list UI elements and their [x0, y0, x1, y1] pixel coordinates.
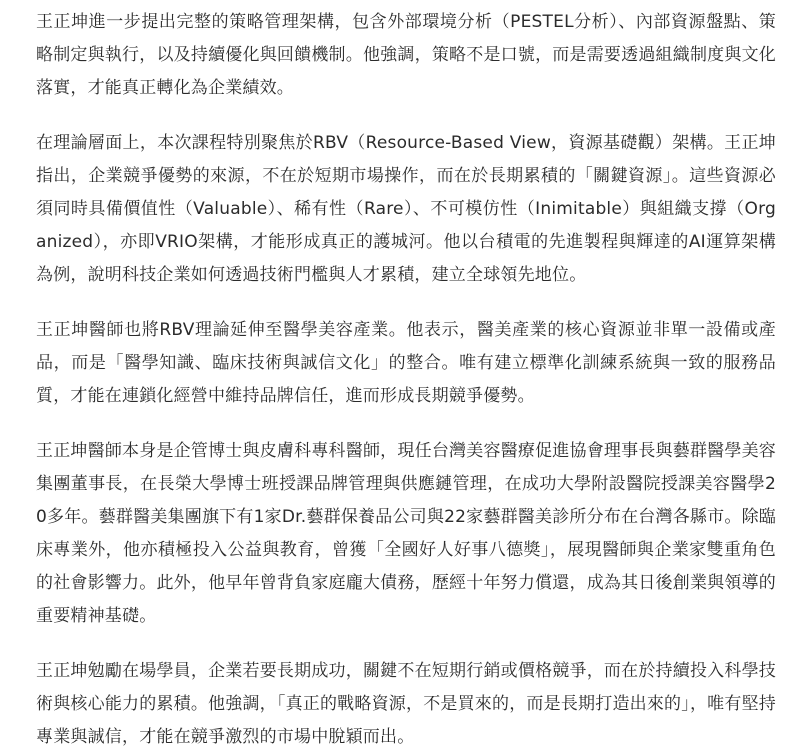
paragraph-medical-aesthetics: 王正坤醫師也將RBV理論延伸至醫學美容產業。他表示，醫美產業的核心資源並非單一設備或產品，而是「醫學知識、臨床技術與誠信文化」的整合。唯有建立標準化訓練系統與一致的服務品質，才能在連鎖化經營中維持品牌信任，進而形成長期競爭優勢。	[36, 320, 776, 406]
paragraph-biography: 王正坤醫師本身是企管博士與皮膚科專科醫師，現任台灣美容醫療促進協會理事長與藝群醫學美容集團董事長，在長榮大學博士班授課品牌管理與供應鏈管理，在成功大學附設醫院授課美容醫學20多年。藝群醫美集團旗下有1家Dr.藝群保養品公司與22家藝群醫美診所分布在台灣各縣市。除臨床專業外，他亦積極投入公益與教育，曾獲「全國好人好事八德獎」，展現醫師與企業家雙重角色的社會影響力。此外，他早年曾背負家庭龐大債務，歷經十年努力償還，成為其日後創業與領導的重要精神基礎。	[36, 441, 776, 626]
paragraph-rbv-theory: 在理論層面上，本次課程特別聚焦於RBV（Resource-Based View，資源基礎觀）架構。王正坤指出，企業競爭優勢的來源，不在於短期市場操作，而在於長期累積的「關鍵資源」。這些資源必須同時具備價值性（Valuable）、稀有性（Rare）、不可模仿性（Inimitable）與組織支撐（Organized），亦即VRIO架構，才能形成真正的護城河。他以台積電的先進製程與輝達的AI運算架構為例，說明科技企業如何透過技術門檻與人才累積，建立全球領先地位。	[36, 133, 776, 285]
paragraph-strategy-framework: 王正坤進一步提出完整的策略管理架構，包含外部環境分析（PESTEL分析）、內部資源盤點、策略制定與執行，以及持續優化與回饋機制。他強調，策略不是口號，而是需要透過組織制度與文化落實，才能真正轉化為企業績效。	[36, 12, 776, 98]
paragraph-closing-remarks: 王正坤勉勵在場學員，企業若要長期成功，關鍵不在短期行銷或價格競爭，而在於持續投入科學技術與核心能力的累積。他強調，「真正的戰略資源，不是買來的，而是長期打造出來的」，唯有堅持專業與誠信，才能在競爭激烈的市場中脫穎而出。	[36, 661, 776, 747]
article-body	[36, 6, 776, 754]
